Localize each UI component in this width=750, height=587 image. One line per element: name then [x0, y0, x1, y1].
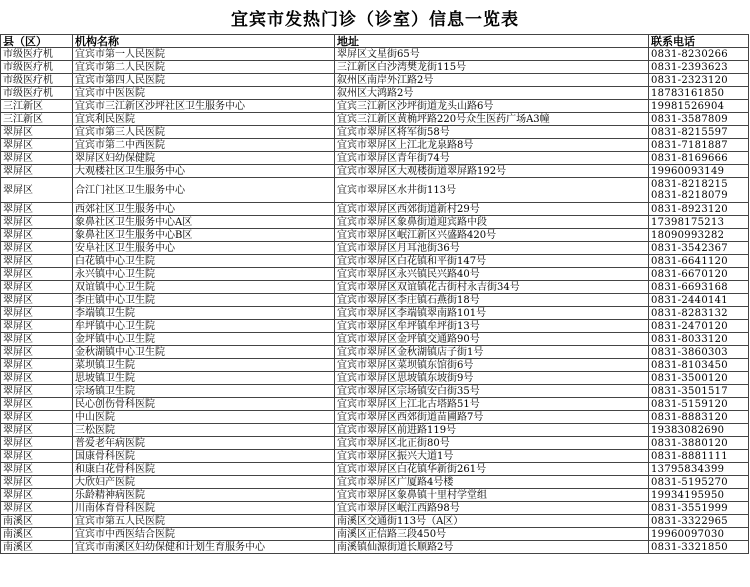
institution-name-cell: 宜宾市第四人民医院: [73, 74, 335, 87]
institution-name-cell: 合江门社区卫生服务中心: [73, 178, 335, 203]
table-row: [1, 203, 749, 216]
phone-cell: 0831-3542367: [649, 242, 749, 255]
institution-name-cell: 宜宾市第五人民医院: [73, 515, 335, 528]
county-cell: 翠屏区: [1, 178, 73, 203]
table-row: [1, 528, 749, 541]
phone-cell: 0831-3501517: [649, 385, 749, 398]
phone-cell: 0831-8218215 0831-8218079: [649, 178, 749, 203]
county-cell: 翠屏区: [1, 437, 73, 450]
phone-cell: 19934195950: [649, 489, 749, 502]
address-cell: 宜宾市翠屏区金秋湖镇店子街1号: [335, 346, 649, 359]
county-cell: 翠屏区: [1, 489, 73, 502]
phone-cell: 19383082690: [649, 424, 749, 437]
address-cell: 宜宾市翠屏区青年街74号: [335, 152, 649, 165]
table-row: [1, 87, 749, 100]
address-cell: 叙州区南岸外江路2号: [335, 74, 649, 87]
phone-cell: 0831-8923120: [649, 203, 749, 216]
column-header-institution: 机构名称: [73, 35, 335, 48]
table-row: [1, 100, 749, 113]
county-cell: 翠屏区: [1, 359, 73, 372]
table-row: [1, 450, 749, 463]
phone-cell: 0831-8215597: [649, 126, 749, 139]
address-cell: 南溪镇仙源街道长顺路2号: [335, 541, 649, 554]
address-cell: 宜宾市翠屏区牟坪镇牟坪街13号: [335, 320, 649, 333]
county-cell: 翠屏区: [1, 152, 73, 165]
institution-name-cell: 宜宾利民医院: [73, 113, 335, 126]
institution-name-cell: 永兴镇中心卫生院: [73, 268, 335, 281]
table-row: [1, 139, 749, 152]
phone-cell: 19981526904: [649, 100, 749, 113]
address-cell: 宜宾市翠屏区双谊镇花古街村永吉街34号: [335, 281, 649, 294]
county-cell: 翠屏区: [1, 463, 73, 476]
address-cell: 宜宾市翠屏区白花镇和平街147号: [335, 255, 649, 268]
institution-name-cell: 川南体育骨科医院: [73, 502, 335, 515]
institution-name-cell: 国康骨科医院: [73, 450, 335, 463]
institution-name-cell: 李庄镇中心卫生院: [73, 294, 335, 307]
address-cell: 宜宾市翠屏区宗场镇安白街35号: [335, 385, 649, 398]
phone-cell: 0831-3322965: [649, 515, 749, 528]
phone-cell: 0831-7181887: [649, 139, 749, 152]
table-row: [1, 242, 749, 255]
institution-name-cell: 中山医院: [73, 411, 335, 424]
county-cell: 市级医疗机: [1, 87, 73, 100]
table-body: [1, 48, 749, 554]
address-cell: 宜宾市翠屏区振兴大道1号: [335, 450, 649, 463]
table-row: [1, 359, 749, 372]
table-row: [1, 398, 749, 411]
address-cell: 宜宾市翠屏区金坪镇交通路90号: [335, 333, 649, 346]
phone-cell: 0831-3880120: [649, 437, 749, 450]
institution-name-cell: 宗场镇卫生院: [73, 385, 335, 398]
institution-name-cell: 李端镇卫生院: [73, 307, 335, 320]
county-cell: 翠屏区: [1, 450, 73, 463]
table-row: [1, 307, 749, 320]
phone-cell: 0831-3860303: [649, 346, 749, 359]
table-row: [1, 320, 749, 333]
table-row: [1, 437, 749, 450]
phone-cell: 0831-3321850: [649, 541, 749, 554]
table-row: [1, 294, 749, 307]
address-cell: 宜宾市翠屏区思坡镇东坡街9号: [335, 372, 649, 385]
table-row: [1, 74, 749, 87]
table-row: [1, 178, 749, 203]
phone-cell: 19960093149: [649, 165, 749, 178]
phone-cell: 0831-8283132: [649, 307, 749, 320]
phone-cell: 0831-8883120: [649, 411, 749, 424]
institution-name-cell: 宜宾市南溪区妇幼保健和计划生育服务中心: [73, 541, 335, 554]
address-cell: 宜宾市翠屏区李庄镇石燕街18号: [335, 294, 649, 307]
institution-name-cell: 宜宾市第二人民医院: [73, 61, 335, 74]
table-header-row: [1, 35, 749, 48]
phone-cell: 0831-8881111: [649, 450, 749, 463]
address-cell: 宜宾市翠屏区大观楼街道翠屏路192号: [335, 165, 649, 178]
table-row: [1, 255, 749, 268]
phone-cell: 0831-6641120: [649, 255, 749, 268]
address-cell: 宜宾市翠屏区白花镇华新街261号: [335, 463, 649, 476]
column-header-address: 地址: [335, 35, 649, 48]
address-cell: 宜宾三江新区黄桷坪路220号众生医药广场A3幢: [335, 113, 649, 126]
address-cell: 宜宾市翠屏区岷江西路98号: [335, 502, 649, 515]
institution-name-cell: 金秋湖镇中心卫生院: [73, 346, 335, 359]
address-cell: 南溪区正信路三段450号: [335, 528, 649, 541]
county-cell: 市级医疗机: [1, 61, 73, 74]
institution-name-cell: 宜宾市第三人民医院: [73, 126, 335, 139]
address-cell: 宜宾市翠屏区象鼻镇十里村学堂组: [335, 489, 649, 502]
address-cell: 宜宾市翠屏区西郊街道新村29号: [335, 203, 649, 216]
table-row: [1, 515, 749, 528]
county-cell: 翠屏区: [1, 229, 73, 242]
institution-name-cell: 翠屏区妇幼保健院: [73, 152, 335, 165]
county-cell: 翠屏区: [1, 476, 73, 489]
table-row: [1, 152, 749, 165]
phone-cell: 0831-5159120: [649, 398, 749, 411]
table-row: [1, 229, 749, 242]
table-row: [1, 216, 749, 229]
address-cell: 宜宾市翠屏区前进路119号: [335, 424, 649, 437]
address-cell: 三江新区白沙湾樊龙街115号: [335, 61, 649, 74]
phone-cell: 0831-3500120: [649, 372, 749, 385]
address-cell: 宜宾市翠屏区月耳池街36号: [335, 242, 649, 255]
phone-cell: 0831-2440141: [649, 294, 749, 307]
table-row: [1, 411, 749, 424]
institution-name-cell: 思坡镇卫生院: [73, 372, 335, 385]
address-cell: 宜宾市翠屏区上江北古塔路51号: [335, 398, 649, 411]
table-row: [1, 463, 749, 476]
phone-cell: 0831-3587809: [649, 113, 749, 126]
county-cell: 三江新区: [1, 100, 73, 113]
phone-cell: 0831-2323120: [649, 74, 749, 87]
address-cell: 宜宾市翠屏区李端镇翠南路101号: [335, 307, 649, 320]
county-cell: 翠屏区: [1, 424, 73, 437]
address-cell: 宜宾市翠屏区象鼻街道迎宾路中段: [335, 216, 649, 229]
institution-name-cell: 安阜社区卫生服务中心: [73, 242, 335, 255]
phone-cell: 0831-8033120: [649, 333, 749, 346]
county-cell: 翠屏区: [1, 346, 73, 359]
institution-name-cell: 宜宾市第一人民医院: [73, 48, 335, 61]
county-cell: 三江新区: [1, 113, 73, 126]
institution-name-cell: 三松医院: [73, 424, 335, 437]
institution-name-cell: 金坪镇中心卫生院: [73, 333, 335, 346]
phone-cell: 19960097030: [649, 528, 749, 541]
institution-name-cell: 大观楼社区卫生服务中心: [73, 165, 335, 178]
county-cell: 翠屏区: [1, 307, 73, 320]
phone-cell: 0831-6693168: [649, 281, 749, 294]
table-row: [1, 113, 749, 126]
county-cell: 翠屏区: [1, 216, 73, 229]
institution-name-cell: 象鼻社区卫生服务中心B区: [73, 229, 335, 242]
county-cell: 市级医疗机: [1, 74, 73, 87]
county-cell: 翠屏区: [1, 385, 73, 398]
table-row: [1, 541, 749, 554]
phone-cell: 0831-8169666: [649, 152, 749, 165]
address-cell: 宜宾市翠屏区北正街80号: [335, 437, 649, 450]
table-row: [1, 126, 749, 139]
clinic-table: [0, 34, 749, 554]
table-row: [1, 281, 749, 294]
column-header-phone: 联系电话: [649, 35, 749, 48]
institution-name-cell: 菜坝镇卫生院: [73, 359, 335, 372]
phone-cell: 0831-2393623: [649, 61, 749, 74]
institution-name-cell: 牟坪镇中心卫生院: [73, 320, 335, 333]
address-cell: 翠屏区文星街65号: [335, 48, 649, 61]
phone-cell: 0831-8230266: [649, 48, 749, 61]
address-cell: 宜宾市翠屏区将军街58号: [335, 126, 649, 139]
county-cell: 翠屏区: [1, 411, 73, 424]
address-cell: 宜宾市翠屏区上江北龙泉路8号: [335, 139, 649, 152]
address-cell: 宜宾市翠屏区永兴镇民兴路40号: [335, 268, 649, 281]
county-cell: 翠屏区: [1, 203, 73, 216]
phone-cell: 18783161850: [649, 87, 749, 100]
phone-cell: 0831-8103450: [649, 359, 749, 372]
county-cell: 翠屏区: [1, 281, 73, 294]
phone-cell: 0831-2470120: [649, 320, 749, 333]
institution-name-cell: 普爱老年病医院: [73, 437, 335, 450]
county-cell: 翠屏区: [1, 255, 73, 268]
institution-name-cell: 宜宾市三江新区沙坪社区卫生服务中心: [73, 100, 335, 113]
address-cell: 南溪区交通街113号（A区）: [335, 515, 649, 528]
institution-name-cell: 乐龄精神病医院: [73, 489, 335, 502]
county-cell: 南溪区: [1, 528, 73, 541]
county-cell: 翠屏区: [1, 268, 73, 281]
institution-name-cell: 大欣妇产医院: [73, 476, 335, 489]
county-cell: 南溪区: [1, 541, 73, 554]
table-row: [1, 385, 749, 398]
institution-name-cell: 宜宾市第二中西医院: [73, 139, 335, 152]
institution-name-cell: 宜宾市中医医院: [73, 87, 335, 100]
table-row: [1, 165, 749, 178]
phone-cell: 17398175213: [649, 216, 749, 229]
institution-name-cell: 白花镇中心卫生院: [73, 255, 335, 268]
county-cell: 翠屏区: [1, 139, 73, 152]
address-cell: 宜宾市翠屏区水井街113号: [335, 178, 649, 203]
county-cell: 翠屏区: [1, 165, 73, 178]
phone-cell: 0831-5195270: [649, 476, 749, 489]
county-cell: 翠屏区: [1, 320, 73, 333]
table-row: [1, 489, 749, 502]
county-cell: 翠屏区: [1, 333, 73, 346]
phone-cell: 13795834399: [649, 463, 749, 476]
phone-cell: 0831-3551999: [649, 502, 749, 515]
table-row: [1, 48, 749, 61]
institution-name-cell: 宜宾市中西医结合医院: [73, 528, 335, 541]
institution-name-cell: 西郊社区卫生服务中心: [73, 203, 335, 216]
table-row: [1, 502, 749, 515]
county-cell: 翠屏区: [1, 126, 73, 139]
table-row: [1, 424, 749, 437]
institution-name-cell: 双谊镇中心卫生院: [73, 281, 335, 294]
table-row: [1, 372, 749, 385]
institution-name-cell: 民心创伤骨科医院: [73, 398, 335, 411]
address-cell: 宜宾市翠屏区菜坝镇东馆街6号: [335, 359, 649, 372]
phone-cell: 0831-6670120: [649, 268, 749, 281]
table-row: [1, 61, 749, 74]
county-cell: 南溪区: [1, 515, 73, 528]
phone-cell: 18090993282: [649, 229, 749, 242]
table-row: [1, 333, 749, 346]
institution-name-cell: 象鼻社区卫生服务中心A区: [73, 216, 335, 229]
table-row: [1, 346, 749, 359]
column-header-county: 县（区）: [1, 35, 73, 48]
county-cell: 翠屏区: [1, 242, 73, 255]
county-cell: 市级医疗机: [1, 48, 73, 61]
address-cell: 宜宾市翠屏区岷江新区兴盛路420号: [335, 229, 649, 242]
county-cell: 翠屏区: [1, 398, 73, 411]
county-cell: 翠屏区: [1, 294, 73, 307]
page-title: 宜宾市发热门诊（诊室）信息一览表: [231, 10, 519, 30]
address-cell: 宜宾市翠屏区西郊街道苗圃路7号: [335, 411, 649, 424]
county-cell: 翠屏区: [1, 502, 73, 515]
table-row: [1, 476, 749, 489]
address-cell: 宜宾市翠屏区广厦路4号楼: [335, 476, 649, 489]
table-row: [1, 268, 749, 281]
address-cell: 宜宾三江新区沙坪街道龙头山路6号: [335, 100, 649, 113]
address-cell: 叙州区大鸿路2号: [335, 87, 649, 100]
institution-name-cell: 和康白花骨科医院: [73, 463, 335, 476]
county-cell: 翠屏区: [1, 372, 73, 385]
